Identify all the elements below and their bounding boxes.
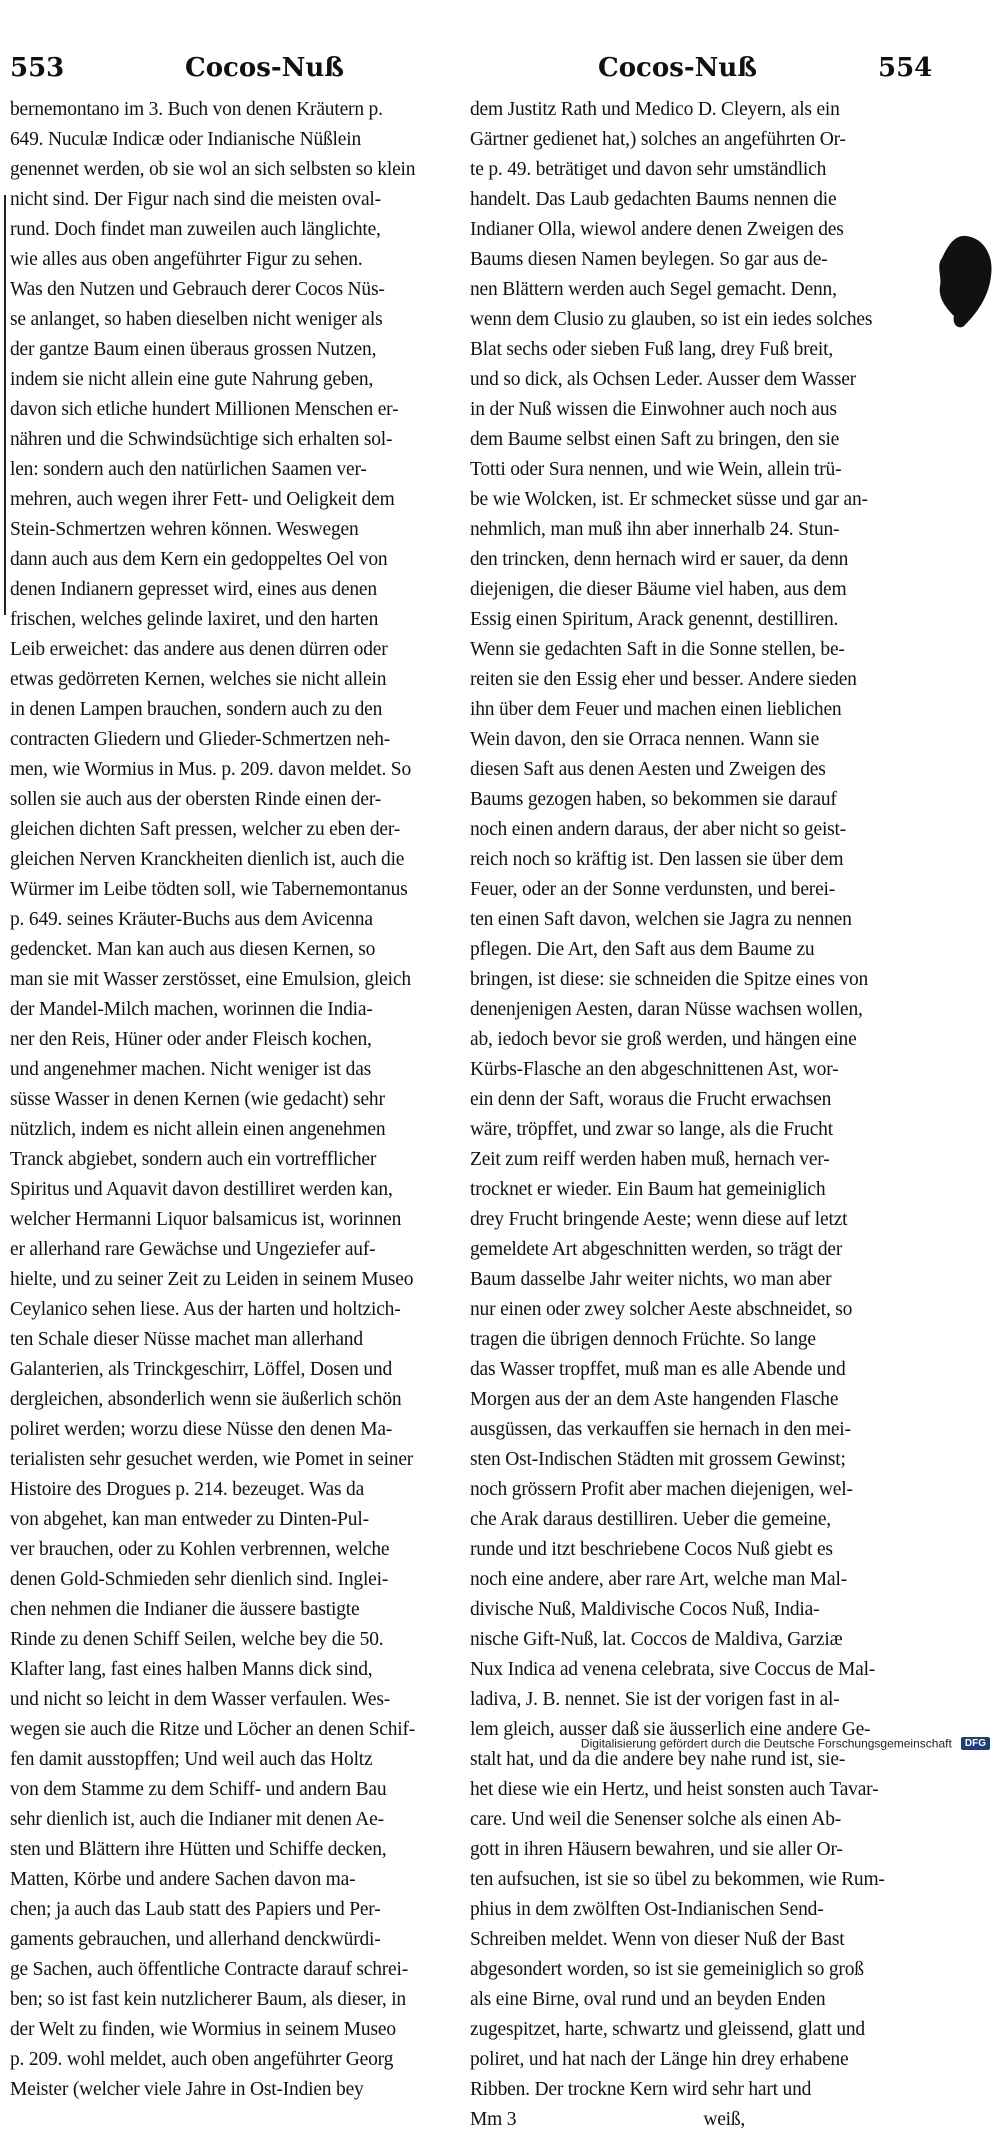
text-line: Wein davon, den sie Orraca nennen. Wann sie xyxy=(470,729,820,750)
text-line: wäre, tröpffet, und zwar so lange, als die Frucht xyxy=(470,1119,833,1140)
text-line: man sie mit Wasser zerstösset, eine Emulsion, gleich xyxy=(10,969,411,990)
text-line: diesen Saft aus denen Aesten und Zweigen des xyxy=(470,759,826,780)
text-line: Nux Indica ad venena celebrata, sive Coccus de Mal- xyxy=(470,1659,876,1680)
text-line: sten Ost-Indischen Städten mit grossem Gewinst; xyxy=(470,1449,846,1470)
text-line: se anlanget, so haben dieselben nicht weniger als xyxy=(10,309,383,330)
text-line: reich noch so kräftig ist. Den lassen sie über dem xyxy=(470,849,844,870)
text-line: Gärtner gedienet hat,) solches an angeführten Or- xyxy=(470,129,846,150)
text-line: ge Sachen, auch öffentliche Contracte darauf schrei- xyxy=(10,1959,409,1980)
text-line: be wie Wolcken, ist. Er schmecket süsse und gar an- xyxy=(470,489,868,510)
text-line: denen Gold-Schmieden sehr dienlich sind. Inglei- xyxy=(10,1569,389,1590)
text-line: dem Justitz Rath und Medico D. Cleyern, als ein xyxy=(470,99,840,120)
text-line: Essig einen Spiritum, Arack genennt, destilliren. xyxy=(470,609,839,630)
text-line: noch grössern Profit aber machen diejenigen, wel- xyxy=(470,1479,853,1500)
text-line: etwas gedörreten Kernen, welches sie nicht allein xyxy=(10,669,387,690)
text-line: sehr dienlich ist, auch die Indianer mit denen Ae- xyxy=(10,1809,384,1830)
page-number-right: 554 xyxy=(878,53,933,83)
text-line: süsse Wasser in denen Kernen (wie gedacht) sehr xyxy=(10,1089,385,1110)
text-line: ten einen Saft davon, welchen sie Jagra zu nennen xyxy=(470,909,852,930)
text-line: der gantze Baum einen überaus grossen Nutzen, xyxy=(10,339,377,360)
text-line: wie alles aus oben angeführter Figur zu sehen. xyxy=(10,249,363,270)
left-column xyxy=(10,95,458,2100)
text-line: gleichen dichten Saft pressen, welcher zu eben der- xyxy=(10,819,401,840)
text-line: het diese wie ein Hertz, und heist sonsten auch Tavar- xyxy=(470,1779,879,1800)
text-line: nicht sind. Der Figur nach sind die meisten oval- xyxy=(10,189,381,210)
text-line: abgesondert worden, so ist sie gemeiniglich so groß xyxy=(470,1959,864,1980)
dfg-logo: DFG xyxy=(961,1737,990,1750)
text-line: ein denn der Saft, woraus die Frucht erwachsen xyxy=(470,1089,832,1110)
text-line: noch einen andern daraus, der aber nicht so geist- xyxy=(470,819,847,840)
text-line: poliret werden; worzu diese Nüsse den denen Ma- xyxy=(10,1419,393,1440)
text-line: care. Und weil die Senenser solche als einen Ab- xyxy=(470,1809,842,1830)
text-line: gaments gebrauchen, und allerhand denckwürdi- xyxy=(10,1929,381,1950)
text-line: wenn dem Clusio zu glauben, so ist ein iedes solches xyxy=(470,309,873,330)
page-number-left: 553 xyxy=(10,53,65,83)
text-line: ver brauchen, oder zu Kohlen verbrennen, welche xyxy=(10,1539,390,1560)
text-line: den trincken, denn hernach wird er sauer, da denn xyxy=(470,549,849,570)
text-line: reiten sie den Essig eher und besser. Andere sieden xyxy=(470,669,857,690)
text-line: Spiritus und Aquavit davon destilliret werden kan, xyxy=(10,1179,393,1200)
text-line: Stein-Schmertzen wehren können. Weswegen xyxy=(10,519,359,540)
text-line: p. 209. wohl meldet, auch oben angeführter Georg xyxy=(10,2049,394,2070)
text-line: denenjenigen Aesten, daran Nüsse wachsen wollen, xyxy=(470,999,863,1020)
text-line: phius in dem zwölften Ost-Indianischen Send- xyxy=(470,1899,824,1920)
text-line: Wenn sie gedachten Saft in die Sonne stellen, be- xyxy=(470,639,845,660)
text-line: Zeit zum reiff werden haben muß, hernach ver- xyxy=(470,1149,830,1170)
text-line: nehmlich, man muß ihn aber innerhalb 24. Stun- xyxy=(470,519,840,540)
text-line: noch eine andere, aber rare Art, welche man Mal- xyxy=(470,1569,847,1590)
text-line: bringen, ist diese: sie schneiden die Spitze eines von xyxy=(470,969,869,990)
text-line: handelt. Das Laub gedachten Baums nennen die xyxy=(470,189,837,210)
text-line: nähren und die Schwindsüchtige sich erhalten sol- xyxy=(10,429,393,450)
text-line: sollen sie auch aus der obersten Rinde einen der- xyxy=(10,789,382,810)
text-line: ab, iedoch bevor sie groß werden, und hängen eine xyxy=(470,1029,857,1050)
text-line: frischen, welches gelinde laxiret, und den harten xyxy=(10,609,379,630)
margin-rule xyxy=(4,195,6,615)
text-line: in der Nuß wissen die Einwohner auch noch aus xyxy=(470,399,837,420)
text-line: zugespitzet, harte, schwartz und gleissend, glatt und xyxy=(470,2019,865,2040)
text-line: nützlich, indem es nicht allein einen angenehmen xyxy=(10,1119,386,1140)
text-line: dem Baume selbst einen Saft zu bringen, den sie xyxy=(470,429,840,450)
text-line: dann auch aus dem Kern ein gedoppeltes Oel von xyxy=(10,549,388,570)
text-line: diejenigen, die dieser Bäume viel haben, aus dem xyxy=(470,579,847,600)
text-line: und angenehmer machen. Nicht weniger ist das xyxy=(10,1059,372,1080)
text-line: der Mandel-Milch machen, worinnen die India- xyxy=(10,999,373,1020)
text-line: Matten, Körbe und andere Sachen davon ma- xyxy=(10,1869,356,1890)
text-line: nische Gift-Nuß, lat. Coccos de Maldiva, Garziæ xyxy=(470,1629,843,1650)
text-line: rund. Doch findet man zuweilen auch länglichte, xyxy=(10,219,381,240)
text-line: wegen sie auch die Ritze und Löcher an denen Schif- xyxy=(10,1719,416,1740)
text-line: das Wasser tropffet, muß man es alle Abende und xyxy=(470,1359,846,1380)
text-line: gedencket. Man kan auch aus diesen Kernen, so xyxy=(10,939,376,960)
text-line: gemeldete Art abgeschnitten werden, so trägt der xyxy=(470,1239,843,1260)
text-line: Tranck abgiebet, sondern auch ein vortrefflicher xyxy=(10,1149,377,1170)
text-line: 649. Nuculæ Indicæ oder Indianische Nüßlein xyxy=(10,129,361,150)
text-line: Indianer Olla, wiewol andere denen Zweigen des xyxy=(470,219,844,240)
credit-text: Digitalisierung gefördert durch die Deutsche Forschungsgemeinschaft xyxy=(580,1736,952,1751)
text-line: in denen Lampen brauchen, sondern auch zu den xyxy=(10,699,383,720)
text-line: und nicht so leicht in dem Wasser verfaulen. Wes- xyxy=(10,1689,391,1710)
text-line: chen; ja auch das Laub statt des Papiers und Per- xyxy=(10,1899,381,1920)
text-line: te p. 49. beträtiget und davon sehr umständlich xyxy=(470,159,827,180)
text-line: gleichen Nerven Kranckheiten dienlich ist, auch die xyxy=(10,849,405,870)
running-title-left: Cocos-Nuß xyxy=(185,53,345,83)
text-line: ausgüssen, das verkauffen sie hernach in den mei- xyxy=(470,1419,851,1440)
text-line: ben; so ist fast kein nutzlicherer Baum, als dieser, in xyxy=(10,1989,406,2010)
text-line: hielte, und zu seiner Zeit zu Leiden in seinem Museo xyxy=(10,1269,414,1290)
text-line: Totti oder Sura nennen, und wie Wein, allein trü- xyxy=(470,459,842,480)
text-line: Kürbs-Flasche an den abgeschnittenen Ast, wor- xyxy=(470,1059,839,1080)
text-line: Blat sechs oder sieben Fuß lang, drey Fuß breit, xyxy=(470,339,833,360)
text-line: Ribben. Der trockne Kern wird sehr hart und xyxy=(470,2079,812,2100)
text-line: davon sich etliche hundert Millionen Menschen er- xyxy=(10,399,399,420)
text-line: Morgen aus der an dem Aste hangenden Flasche xyxy=(470,1389,839,1410)
text-line: Meister (welcher viele Jahre in Ost-Indien bey xyxy=(10,2079,364,2100)
text-line: mehren, auch wegen ihrer Fett- und Oeligkeit dem xyxy=(10,489,395,510)
text-line: tragen die übrigen dennoch Früchte. So lange xyxy=(470,1329,816,1350)
digitization-credit xyxy=(581,1733,990,1755)
text-line: drey Frucht bringende Aeste; wenn diese auf letzt xyxy=(470,1209,848,1230)
text-line: nen Blättern werden auch Segel gemacht. Denn, xyxy=(470,279,837,300)
text-line: runde und itzt beschriebene Cocos Nuß giebt es xyxy=(470,1539,833,1560)
text-line: p. 649. seines Kräuter-Buchs aus dem Avicenna xyxy=(10,909,373,930)
text-line: Baums diesen Namen beylegen. So gar aus de- xyxy=(470,249,828,270)
text-line: chen nehmen die Indianer die äussere bastigte xyxy=(10,1599,360,1620)
text-line: er allerhand rare Gewächse und Ungeziefer auf- xyxy=(10,1239,376,1260)
ink-stain-icon xyxy=(936,232,994,332)
text-line: gott in ihren Häusern bewahren, und sie aller Or- xyxy=(470,1839,843,1860)
text-line: ladiva, J. B. nennet. Sie ist der vorigen fast in al- xyxy=(470,1689,840,1710)
text-line: als eine Birne, oval rund und an beyden Enden xyxy=(470,1989,826,2010)
text-line: welcher Hermanni Liquor balsamicus ist, worinnen xyxy=(10,1209,402,1230)
text-line: Mm 3 weiß, xyxy=(470,2109,746,2130)
text-line: ihn über dem Feuer und machen einen lieblichen xyxy=(470,699,842,720)
text-line: Klafter lang, fast eines halben Manns dick sind, xyxy=(10,1659,373,1680)
text-line: Galanterien, als Trinckgeschirr, Löffel, Dosen und xyxy=(10,1359,393,1380)
text-line: nur einen oder zwey solcher Aeste abschneidet, so xyxy=(470,1299,853,1320)
text-line: von dem Stamme zu dem Schiff- und andern Bau xyxy=(10,1779,387,1800)
text-line: Was den Nutzen und Gebrauch derer Cocos Nüs- xyxy=(10,279,385,300)
text-line: len: sondern auch den natürlichen Saamen ver- xyxy=(10,459,367,480)
text-line: che Arak daraus destilliren. Ueber die gemeine, xyxy=(470,1509,831,1530)
text-line: poliret, und hat nach der Länge hin drey erhabene xyxy=(470,2049,849,2070)
text-line: von abgehet, kan man entweder zu Dinten-Pul- xyxy=(10,1509,369,1530)
text-line: ner den Reis, Hüner oder ander Fleisch kochen, xyxy=(10,1029,372,1050)
text-line: trocknet er wieder. Ein Baum hat gemeiniglich xyxy=(470,1179,826,1200)
text-line: und so dick, als Ochsen Leder. Ausser dem Wasser xyxy=(470,369,856,390)
text-line: fen damit ausstopffen; Und weil auch das Holtz xyxy=(10,1749,373,1770)
text-line: Baums gezogen haben, so bekommen sie darauf xyxy=(470,789,837,810)
text-line: Feuer, oder an der Sonne verdunsten, und berei- xyxy=(470,879,836,900)
text-line: Schreiben meldet. Wenn von dieser Nuß der Bast xyxy=(470,1929,845,1950)
text-line: Ceylanico sehen liese. Aus der harten und holtzich- xyxy=(10,1299,401,1320)
text-line: indem sie nicht allein eine gute Nahrung geben, xyxy=(10,369,374,390)
text-line: Rinde zu denen Schiff Seilen, welche bey die 50. xyxy=(10,1629,384,1650)
text-line: divische Nuß, Maldivische Cocos Nuß, India- xyxy=(470,1599,820,1620)
text-line: Baum dasselbe Jahr weiter nichts, wo man aber xyxy=(470,1269,832,1290)
text-line: bernemontano im 3. Buch von denen Kräutern p. xyxy=(10,99,383,120)
running-title-right: Cocos-Nuß xyxy=(598,53,758,83)
text-line: dergleichen, absonderlich wenn sie äußerlich schön xyxy=(10,1389,402,1410)
text-line: Histoire des Drogues p. 214. bezeuget. Was da xyxy=(10,1479,365,1500)
text-line: ten aufsuchen, ist sie so übel zu bekommen, wie Rum- xyxy=(470,1869,885,1890)
text-line: pflegen. Die Art, den Saft aus dem Baume zu xyxy=(470,939,815,960)
text-line: genennet werden, ob sie wol an sich selbsten so klein xyxy=(10,159,416,180)
text-line: Würmer im Leibe tödten soll, wie Tabernemontanus xyxy=(10,879,408,900)
text-line: der Welt zu finden, wie Wormius in seinem Museo xyxy=(10,2019,396,2040)
running-header xyxy=(0,52,1000,92)
text-line: denen Indianern gepresset wird, eines aus denen xyxy=(10,579,377,600)
text-line: Leib erweichet: das andere aus denen dürren oder xyxy=(10,639,388,660)
text-line: sten und Blättern ihre Hütten und Schiffe decken, xyxy=(10,1839,387,1860)
text-line: lem gleich, ausser daß sie äusserlich eine andere Ge- xyxy=(470,1719,871,1740)
text-line: ten Schale dieser Nüsse machet man allerhand xyxy=(10,1329,363,1350)
text-line: contracten Gliedern und Glieder-Schmertzen neh- xyxy=(10,729,391,750)
text-line: men, wie Wormius in Mus. p. 209. davon meldet. So xyxy=(10,759,411,780)
text-line: terialisten sehr gesuchet werden, wie Pomet in seiner xyxy=(10,1449,414,1470)
text-line: stalt hat, und da die andere bey nahe rund ist, sie- xyxy=(470,1749,846,1770)
